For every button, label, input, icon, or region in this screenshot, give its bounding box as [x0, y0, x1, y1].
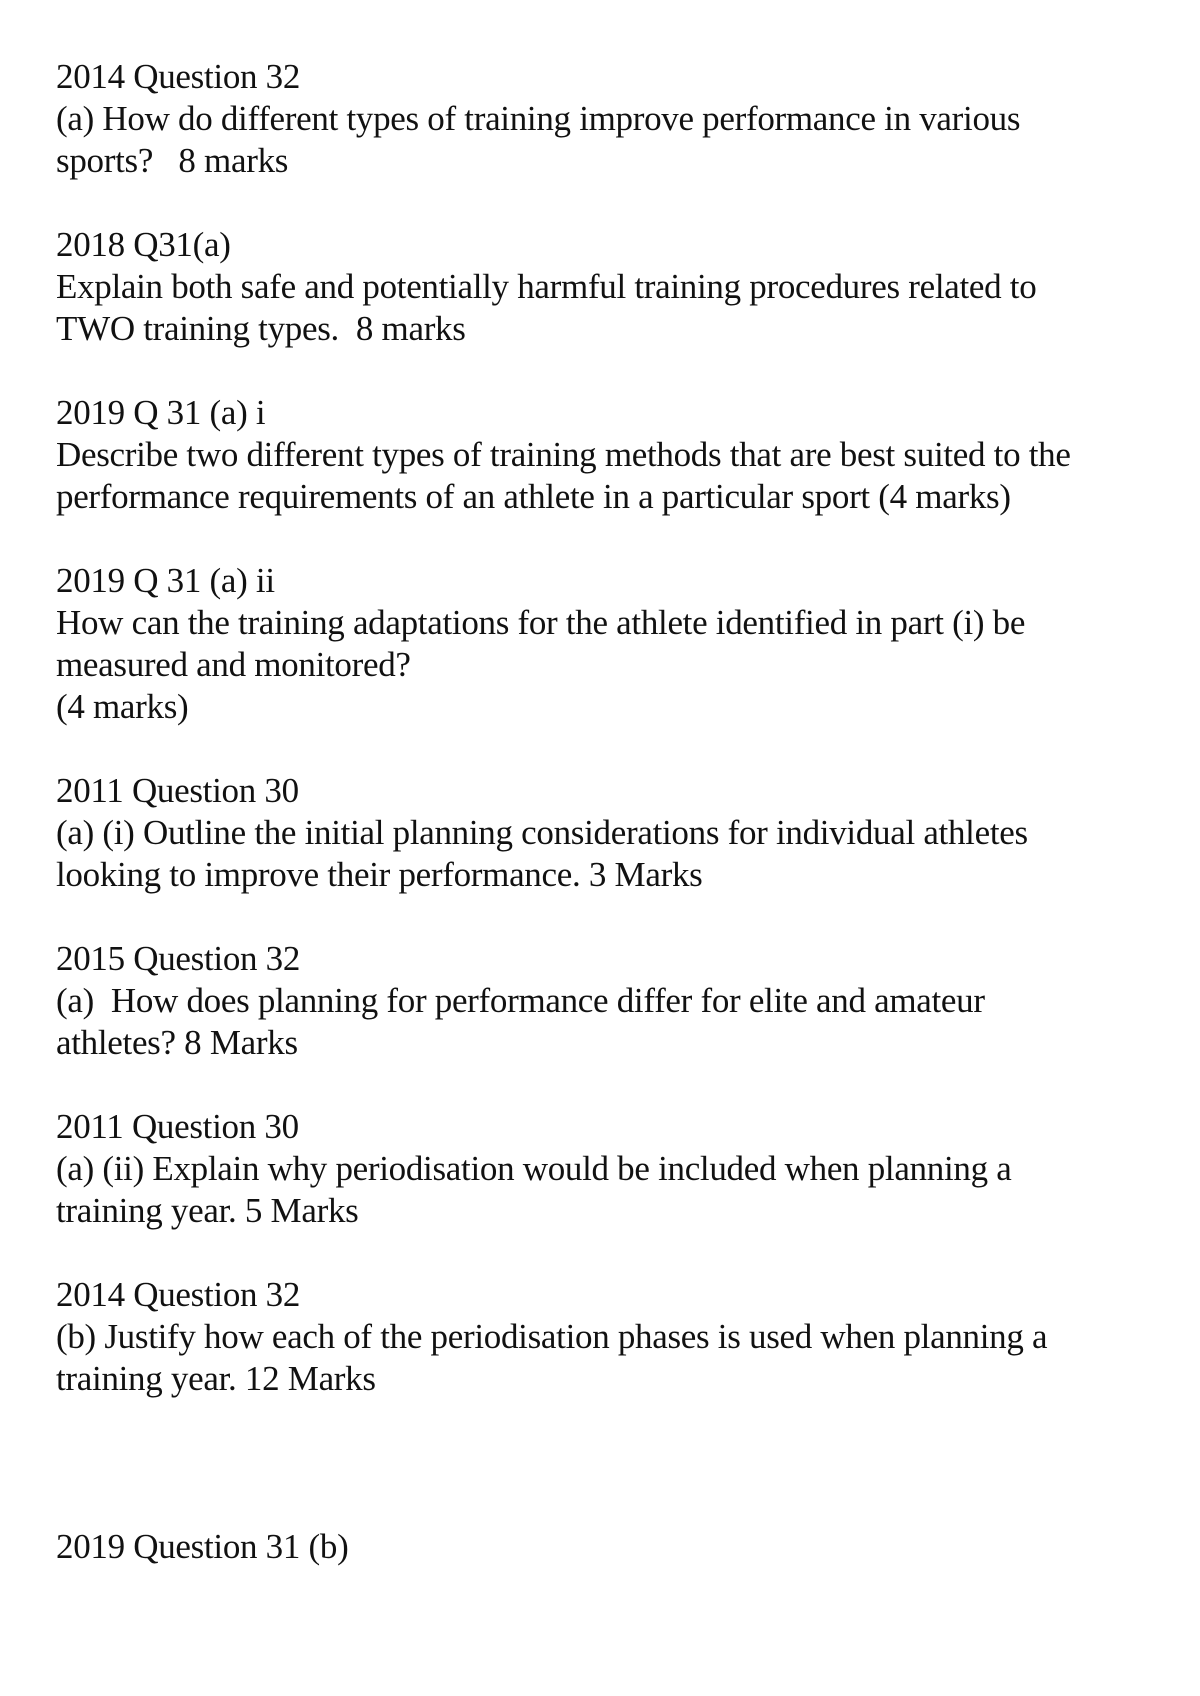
question-text-line: How can the training adaptations for the athlete identified in part (i) be	[56, 603, 1026, 642]
question-block-2015-q32a	[56, 938, 1156, 1064]
spacer	[56, 518, 1156, 560]
spacer	[56, 896, 1156, 938]
question-heading: 2019 Q 31 (a) ii	[56, 561, 275, 600]
question-heading: 2019 Question 31 (b)	[56, 1527, 349, 1566]
question-block-2011-q30aii	[56, 1106, 1156, 1232]
question-block-2014-q32a	[56, 56, 1156, 182]
question-text-line: athletes? 8 Marks	[56, 1023, 298, 1062]
question-heading: 2014 Question 32	[56, 57, 301, 96]
question-block-2019-q31aii	[56, 560, 1156, 728]
question-text-line: training year. 12 Marks	[56, 1359, 376, 1398]
question-text-line: training year. 5 Marks	[56, 1191, 359, 1230]
question-text-line: (b) Justify how each of the periodisation phases is used when planning a	[56, 1317, 1048, 1356]
question-text-line: Describe two different types of training methods that are best suited to the	[56, 435, 1071, 474]
question-text-line: looking to improve their performance. 3 Marks	[56, 855, 703, 894]
question-heading: 2011 Question 30	[56, 771, 299, 810]
question-text-line: (a) How does planning for performance differ for elite and amateur	[56, 981, 985, 1020]
question-text-line: Explain both safe and potentially harmful training procedures related to	[56, 267, 1037, 306]
question-block-2011-q30ai	[56, 770, 1156, 896]
question-text-line: (4 marks)	[56, 687, 189, 726]
spacer	[56, 182, 1156, 224]
question-heading: 2019 Q 31 (a) i	[56, 393, 266, 432]
spacer	[56, 1232, 1156, 1274]
spacer	[56, 1064, 1156, 1106]
question-text-line: performance requirements of an athlete in a particular sport (4 marks)	[56, 477, 1011, 516]
spacer	[56, 350, 1156, 392]
question-heading: 2011 Question 30	[56, 1107, 299, 1146]
question-text-line: (a) (ii) Explain why periodisation would be included when planning a	[56, 1149, 1012, 1188]
spacer	[56, 1400, 1156, 1526]
question-heading: 2015 Question 32	[56, 939, 301, 978]
question-block-2014-q32b	[56, 1274, 1156, 1400]
question-text-line: (a) (i) Outline the initial planning considerations for individual athletes	[56, 813, 1028, 852]
question-text-line: measured and monitored?	[56, 645, 411, 684]
question-text-line: TWO training types. 8 marks	[56, 309, 466, 348]
question-heading: 2014 Question 32	[56, 1275, 301, 1314]
question-block-2018-q31a	[56, 224, 1156, 350]
spacer	[56, 728, 1156, 770]
question-text-line: (a) How do different types of training improve performance in various	[56, 99, 1021, 138]
question-block-2019-q31b	[56, 1526, 1156, 1568]
document-page	[56, 56, 1156, 1568]
question-text-line: sports? 8 marks	[56, 141, 289, 180]
question-heading: 2018 Q31(a)	[56, 225, 231, 264]
question-block-2019-q31ai	[56, 392, 1156, 518]
